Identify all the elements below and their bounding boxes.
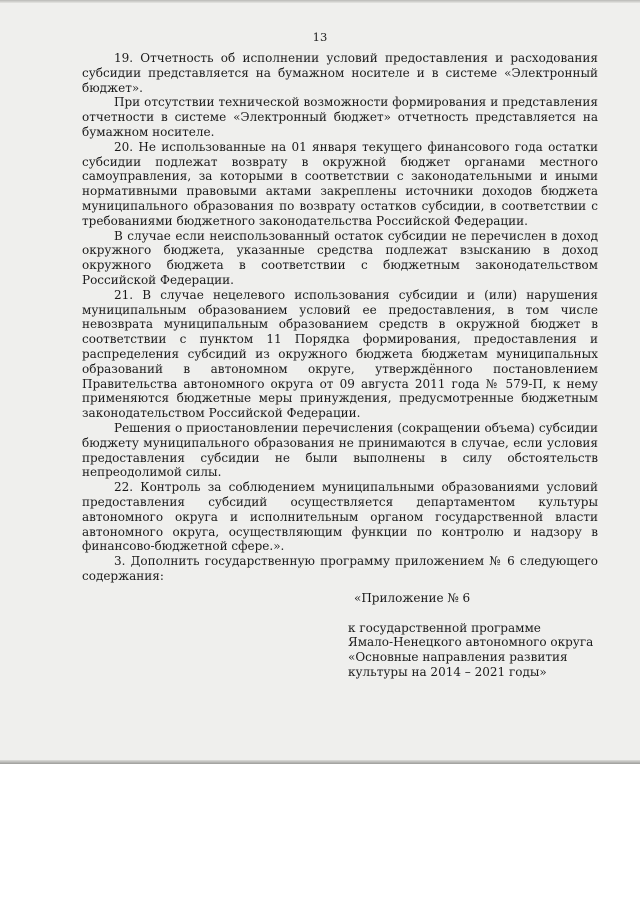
appendix-line: культуры на 2014 – 2021 годы» — [348, 664, 547, 679]
paragraph-19: 19. Отчетность об исполнении условий предоставления и расходования субсидии представляется на бумажном носителе и в системе «Электронный бюджет». — [82, 51, 598, 95]
paragraph-20-note: В случае если неиспользованный остаток субсидии не перечислен в доход окружного бюджета, указанные средства подлежат взысканию в доход окружного бюджета в соответствии с бюджетным законодательством Российской Федерации. — [82, 228, 598, 287]
appendix-title: «Приложение № 6 — [354, 591, 471, 605]
appendix-line: Ямало-Ненецкого автономного округа — [348, 635, 594, 650]
scan-top-edge — [0, 0, 640, 3]
paragraph-3: 3. Дополнить государственную программу приложением № 6 следующего содержания: — [82, 554, 598, 583]
paragraph-22: 22. Контроль за соблюдением муниципальными образованиями условий предоставления субсидий осуществляется департаментом культуры автономного округа и исполнительным органом государственной власти автономного округа, осуществляющим функции по контролю и надзору в финансово-бюджетной сфере.». — [82, 480, 598, 554]
paragraph-19-note: При отсутствии технической возможности формирования и представления отчетности в системе «Электронный бюджет» отчетность представляется на бумажном носителе. — [82, 95, 598, 139]
appendix-line: к государственной программе — [348, 620, 541, 635]
page-number: 13 — [312, 30, 328, 44]
paragraph-21-note: Решения о приостановлении перечисления (сокращении объема) субсидии бюджету муниципального образования не принимаются в случае, если условия предоставления субсидии не были выполнены в силу обстоятельств непреодолимой силы. — [82, 420, 598, 480]
appendix-line: «Основные направления развития — [348, 650, 568, 665]
paragraph-21: 21. В случае нецелевого использования субсидии и (или) нарушения муниципальным образованием условий ее предоставления, в том числе невозврата муниципальным образованием средств в окружной бюджет в соответствии с пунктом 11 Порядка формирования, предоставления и распределения субсидий из окружного бюджета бюджетам муниципальных образований в автономном округе, утверждённого постановлением Правительства автономного округа от 09 августа 2011 года № 579-П, к нему применяются бюджетные меры принуждения, предусмотренные бюджетным законодательством Российской Федерации. — [82, 287, 598, 421]
document-body — [82, 51, 598, 584]
scan-bottom-edge — [0, 760, 640, 764]
appendix-heading-block — [348, 591, 598, 680]
paragraph-20: 20. Не использованные на 01 января текущего финансового года остатки субсидии подлежат возврату в окружной бюджет органами местного самоуправления, за которыми в соответствии с законодательными и иными нормативными правовыми актами закреплены источники доходов бюджета муниципального образования по возврату остатков субсидии, в соответствии с требованиями бюджетного законодательства Российской Федерации. — [82, 139, 598, 228]
